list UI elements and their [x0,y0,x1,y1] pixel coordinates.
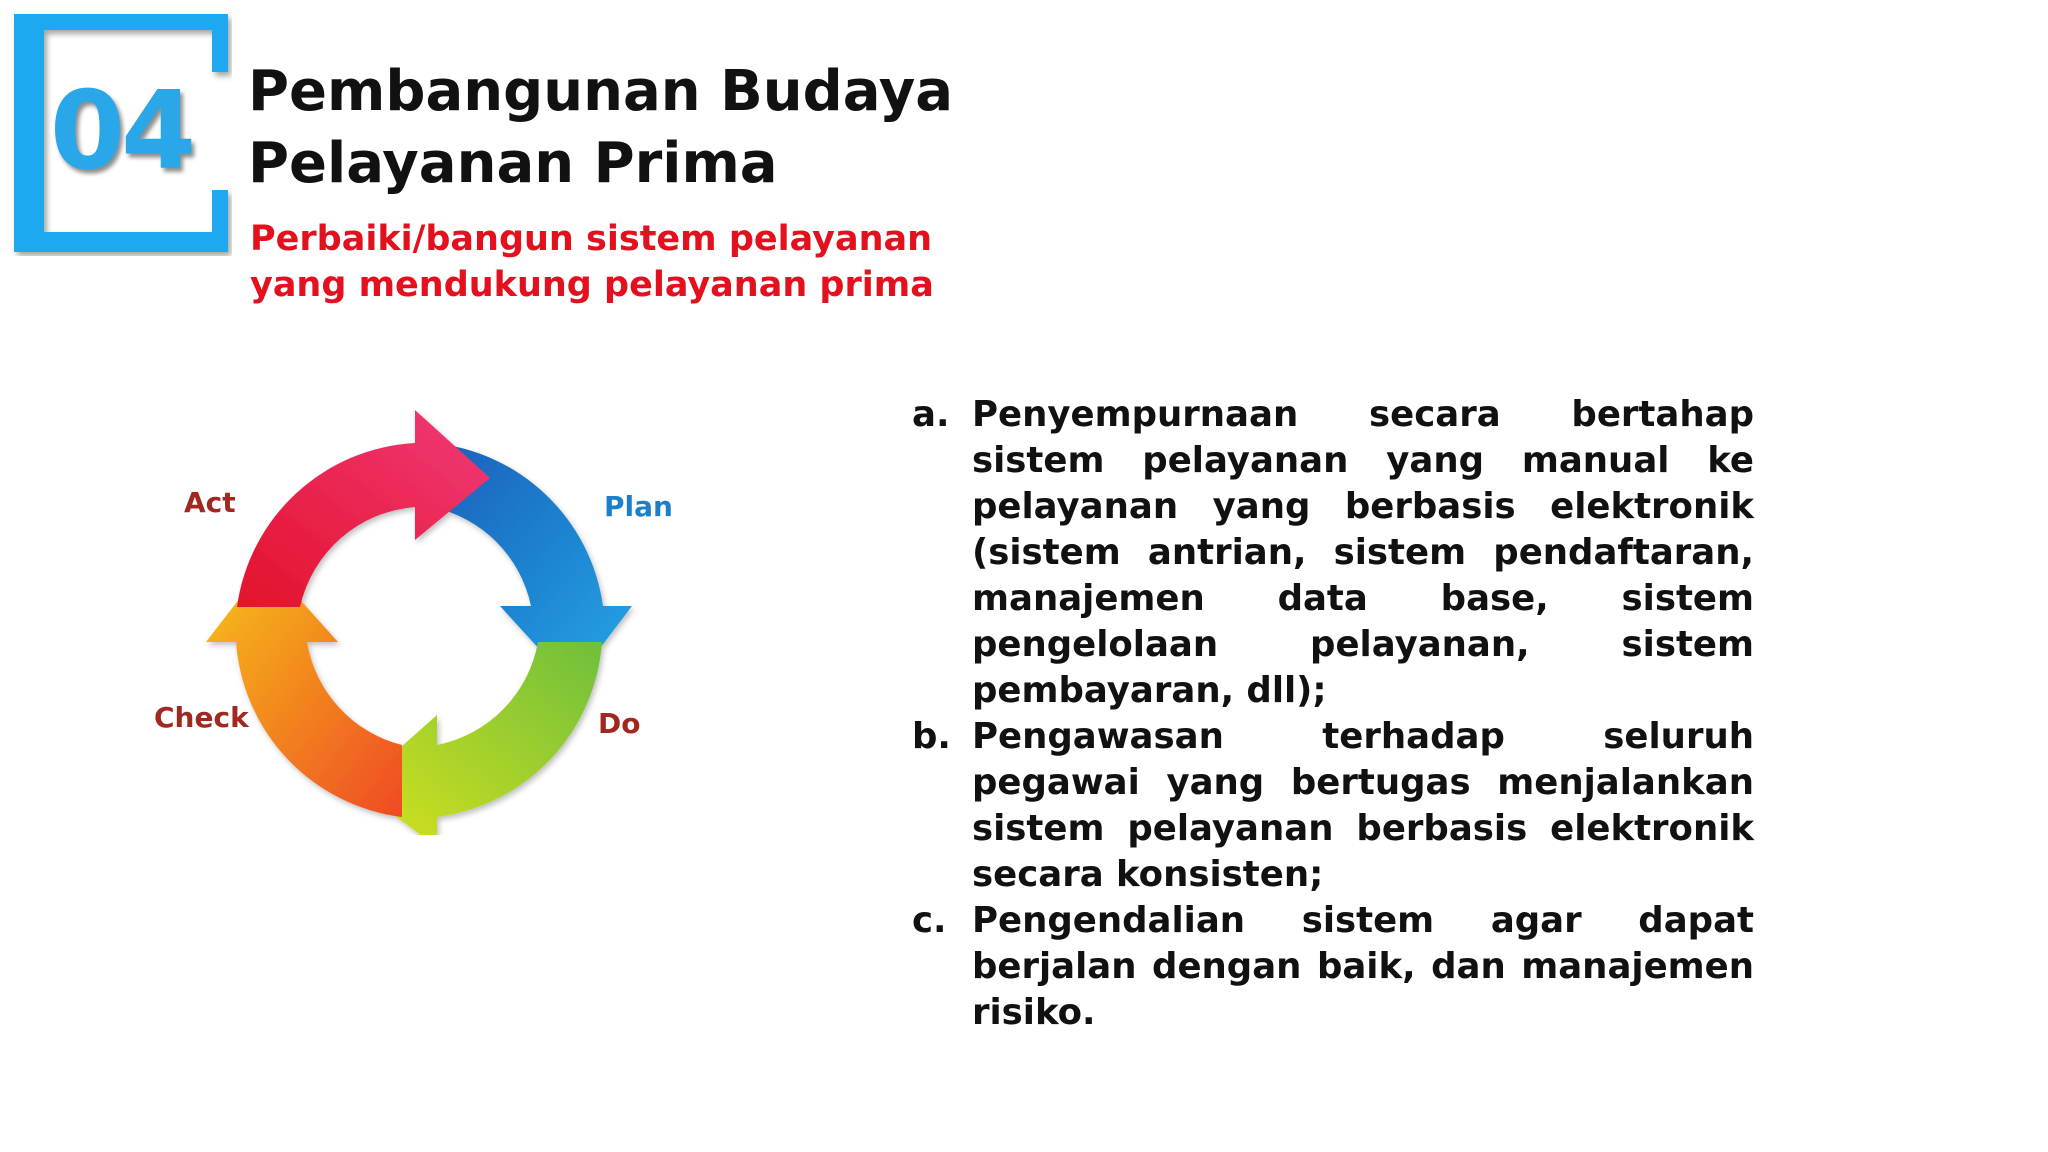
pdca-cycle-diagram [140,385,700,835]
list-item-marker: a. [912,394,950,435]
list-item-text: Pengendalian sistem agar dapat berjalan dengan baik, dan manajemen risiko. [972,900,1754,1033]
check-arrow [206,563,402,817]
cycle-label-do: Do [598,707,641,740]
list-item [912,898,1754,1036]
subtitle-line-2: yang mendukung pelayanan prima [250,265,934,305]
title-line-2: Pelayanan Prima [248,131,778,196]
slide-subtitle [250,216,934,308]
list-item [912,392,1754,714]
section-number-badge [10,10,232,256]
section-number: 04 [49,69,193,194]
title-line-1: Pembangunan Budaya [248,59,954,124]
act-arrow [237,410,490,607]
measures-list [912,392,1754,1036]
cycle-label-act: Act [184,486,236,519]
list-item-text: Penyempurnaan secara bertahap sistem pelayanan yang manual ke pelayanan yang berbasis elektronik (sistem antrian, sistem pendaftaran, manajemen data base, sistem pengelolaan pelayanan, sistem pembayaran, dll); [972,394,1754,711]
slide-title [248,56,953,200]
cycle-label-check: Check [154,701,249,734]
list-item [912,714,1754,898]
list-item-marker: c. [912,900,947,941]
list-item-marker: b. [912,716,951,757]
list-item-text: Pengawasan terhadap seluruh pegawai yang bertugas menjalankan sistem pelayanan berbasis elektronik secara konsisten; [972,716,1754,895]
cycle-label-plan: Plan [604,490,673,523]
subtitle-line-1: Perbaiki/bangun sistem pelayanan [250,219,933,259]
